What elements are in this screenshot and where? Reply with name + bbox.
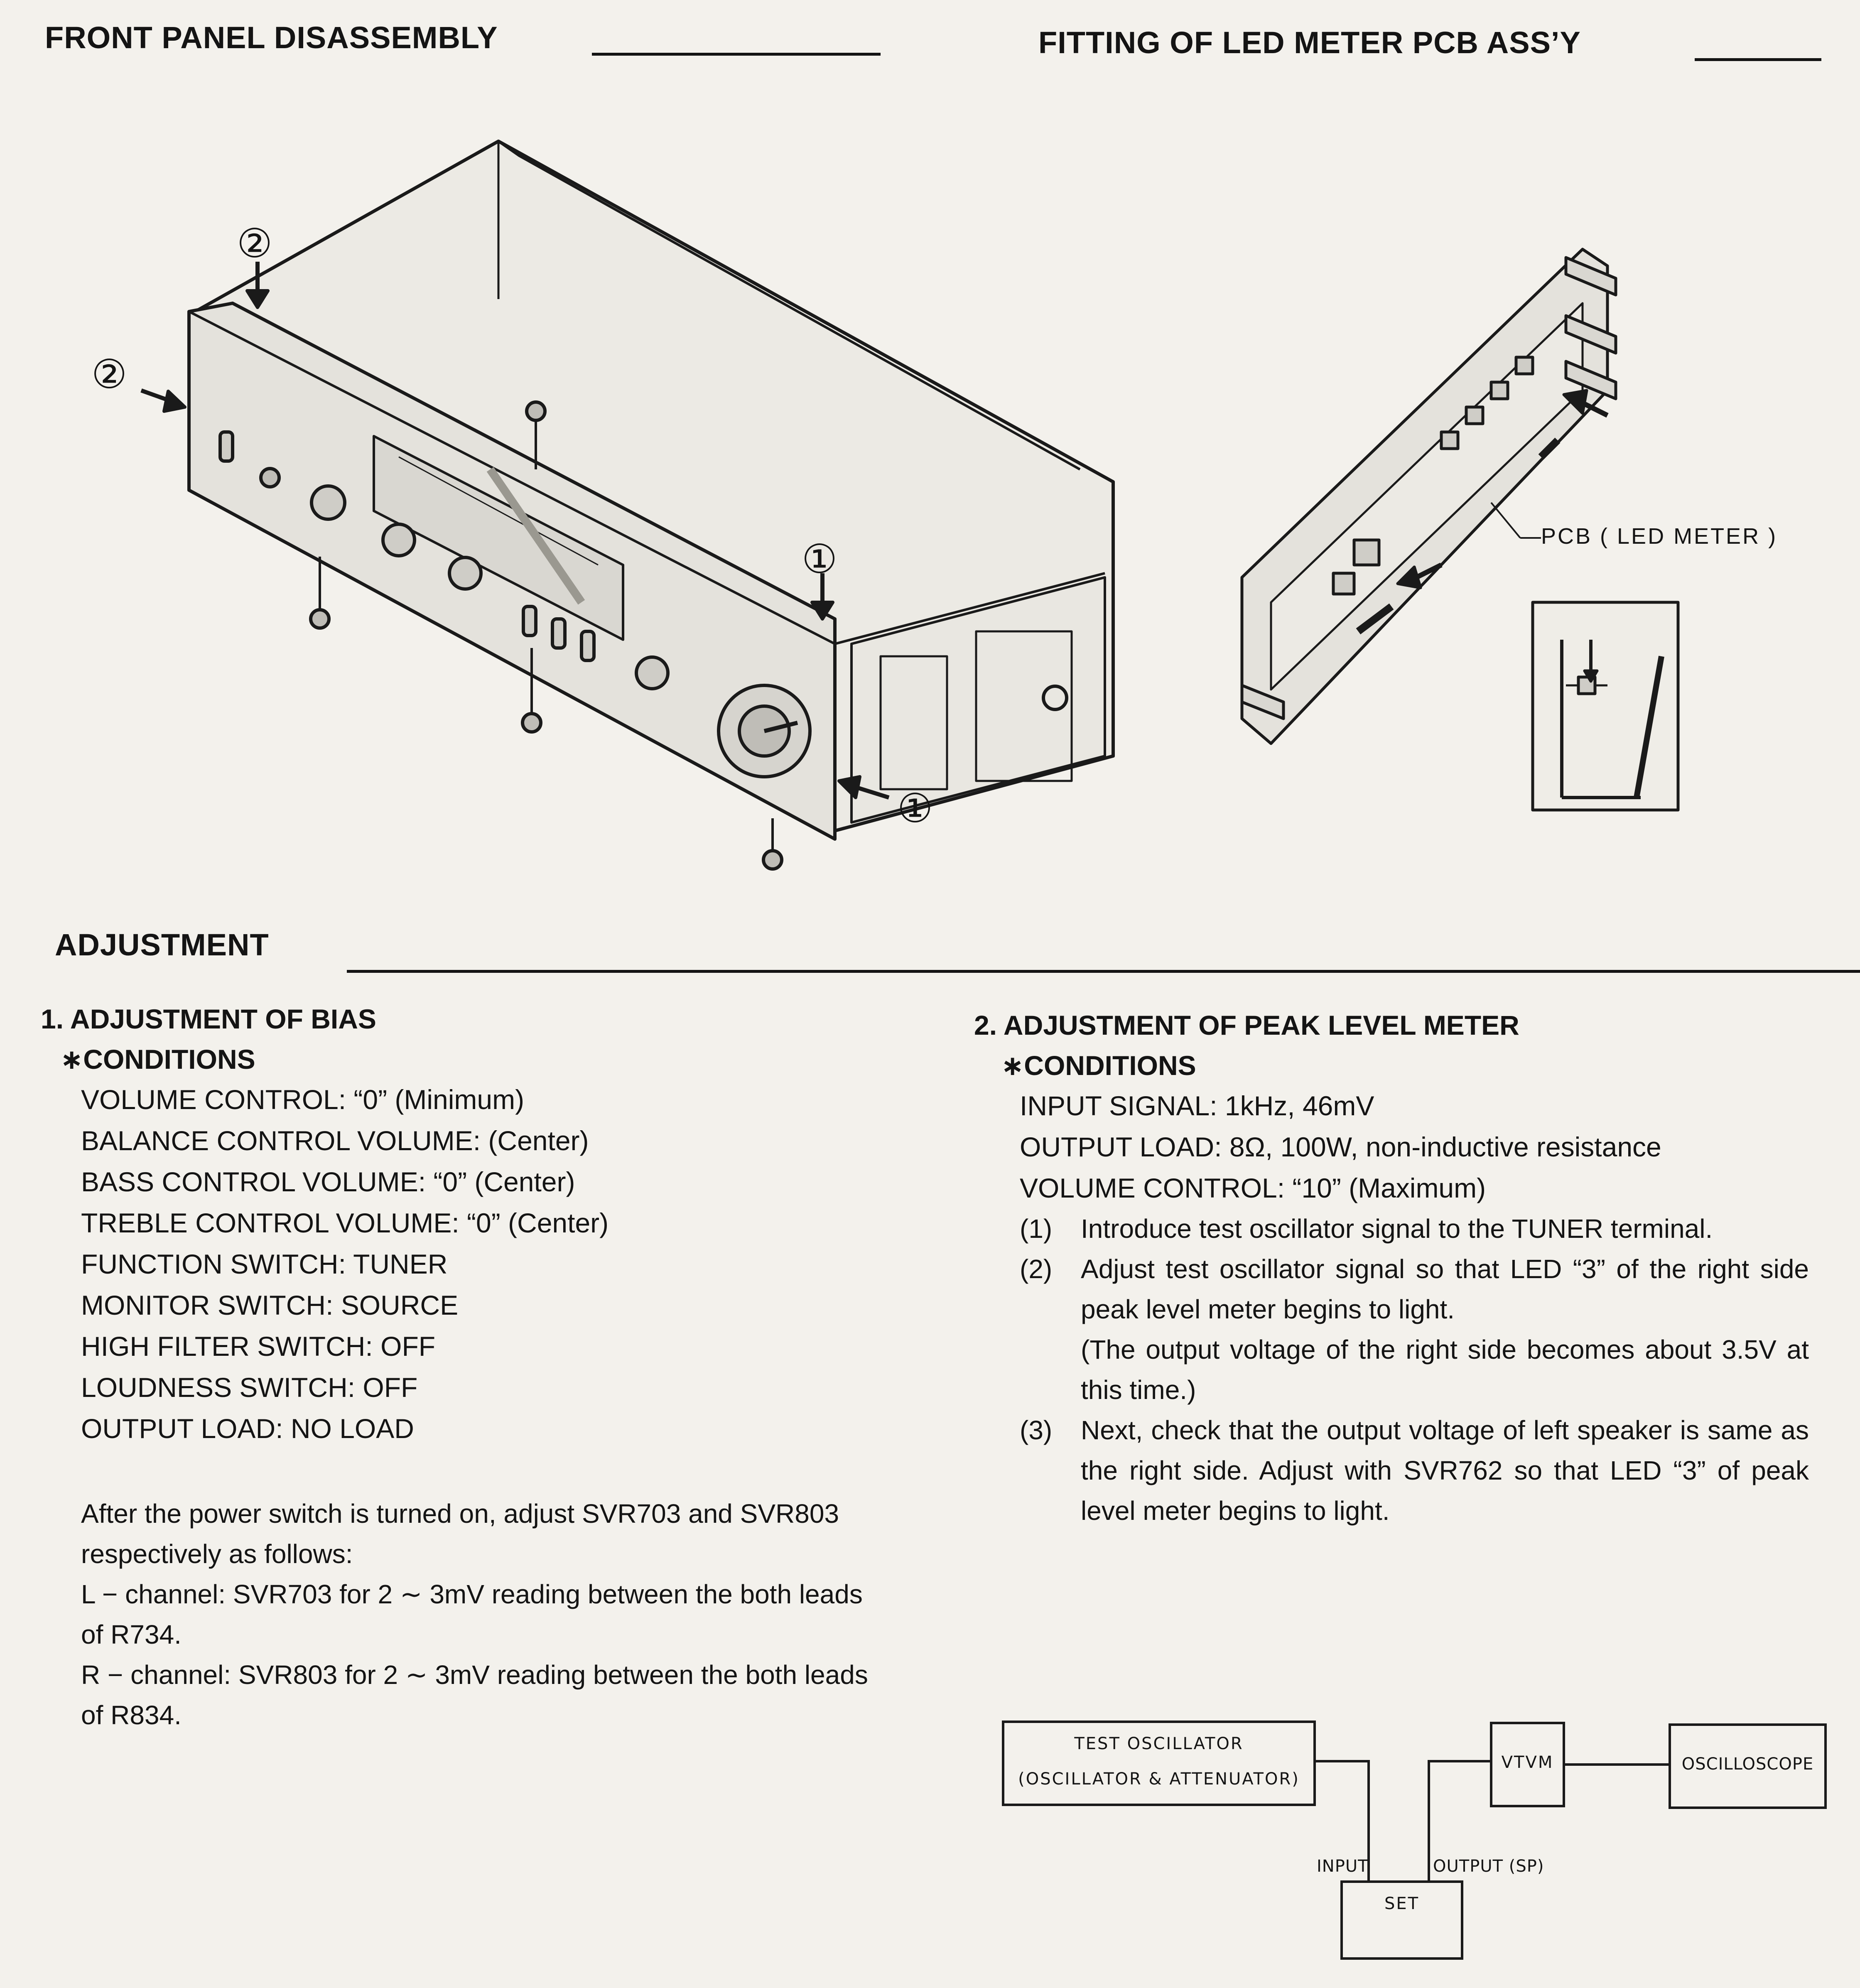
step-number: (2): [1020, 1254, 1053, 1284]
led-meter-heading-rule: [1695, 58, 1821, 61]
bias-conditions-label: ∗CONDITIONS: [60, 1044, 255, 1075]
bias-condition: BASS CONTROL VOLUME: “0” (Center): [81, 1166, 575, 1197]
callout-2-left: ②: [91, 352, 128, 397]
oscilloscope-label: OSCILLOSCOPE: [1681, 1755, 1814, 1774]
bias-instruction-intro: After the power switch is turned on, adjust SVR703 and SVR803 respectively as follows:: [81, 1499, 839, 1569]
peak-step-2: [1020, 1249, 1809, 1410]
vtvm-label: VTVM: [1501, 1753, 1554, 1772]
peak-step-1: [1020, 1209, 1809, 1249]
step-text: Adjust test oscillator signal so that LED “3” of the right side peak level meter begins to light.: [1081, 1254, 1809, 1324]
led-meter-pcb-illustration: [1225, 241, 1848, 831]
front-panel-illustration: [83, 125, 1146, 885]
bias-condition: FUNCTION SWITCH: TUNER: [81, 1249, 448, 1279]
bias-condition: TREBLE CONTROL VOLUME: “0” (Center): [81, 1208, 609, 1238]
output-sp-label: OUTPUT (SP): [1433, 1857, 1544, 1876]
peak-conditions-label: ∗CONDITIONS: [1001, 1050, 1196, 1081]
peak-condition: VOLUME CONTROL: “10” (Maximum): [1020, 1173, 1486, 1203]
set-label: SET: [1384, 1894, 1420, 1913]
bias-instructions: [81, 1494, 870, 1735]
pcb-led-meter-label: PCB ( LED METER ): [1541, 524, 1778, 549]
test-oscillator-sublabel: (OSCILLATOR & ATTENUATOR): [1018, 1770, 1300, 1789]
step-number: (3): [1020, 1415, 1053, 1445]
peak-section-title: 2. ADJUSTMENT OF PEAK LEVEL METER: [974, 1010, 1519, 1041]
bias-conditions-list: [81, 1079, 609, 1449]
step-text: Introduce test oscillator signal to the TUNER terminal.: [1081, 1214, 1713, 1244]
peak-condition: OUTPUT LOAD: 8Ω, 100W, non-inductive resistance: [1020, 1131, 1661, 1162]
input-label: INPUT: [1317, 1857, 1369, 1876]
step-text: Next, check that the output voltage of left speaker is same as the right side. Adjust with SVR762 so that LED “3” of peak level meter begins to light.: [1081, 1415, 1809, 1526]
bias-condition: MONITOR SWITCH: SOURCE: [81, 1290, 459, 1320]
bias-condition: LOUDNESS SWITCH: OFF: [81, 1372, 418, 1403]
step-number: (1): [1020, 1214, 1053, 1244]
peak-conditions-list: [1020, 1085, 1661, 1209]
bias-condition: HIGH FILTER SWITCH: OFF: [81, 1331, 436, 1362]
bias-condition: BALANCE CONTROL VOLUME: (Center): [81, 1125, 589, 1156]
bias-instruction-l-channel: L − channel: SVR703 for 2 ∼ 3mV reading between the both leads of R734.: [81, 1579, 863, 1649]
test-oscillator-label: TEST OSCILLATOR: [1074, 1734, 1244, 1753]
peak-steps: [1020, 1209, 1809, 1531]
callout-1-right: ①: [897, 786, 933, 831]
front-panel-heading-rule: [592, 53, 881, 56]
callout-1-top: ①: [802, 537, 838, 582]
bias-condition: OUTPUT LOAD: NO LOAD: [81, 1413, 414, 1444]
adjustment-heading: ADJUSTMENT: [55, 928, 269, 962]
block-diagram: [997, 1716, 1836, 1973]
bias-instruction-r-channel: R − channel: SVR803 for 2 ∼ 3mV reading between the both leads of R834.: [81, 1660, 868, 1730]
peak-step-3: [1020, 1410, 1809, 1531]
peak-condition: INPUT SIGNAL: 1kHz, 46mV: [1020, 1090, 1374, 1121]
bias-section-title: 1. ADJUSTMENT OF BIAS: [41, 1004, 376, 1034]
adjustment-heading-rule: [347, 970, 1860, 973]
front-panel-heading: FRONT PANEL DISASSEMBLY: [45, 20, 498, 55]
led-meter-heading: FITTING OF LED METER PCB ASS’Y: [1038, 25, 1581, 60]
step-note: (The output voltage of the right side becomes about 3.5V at this time.): [1081, 1335, 1809, 1405]
bias-condition: VOLUME CONTROL: “0” (Minimum): [81, 1084, 525, 1115]
callout-2-top: ②: [237, 221, 273, 266]
